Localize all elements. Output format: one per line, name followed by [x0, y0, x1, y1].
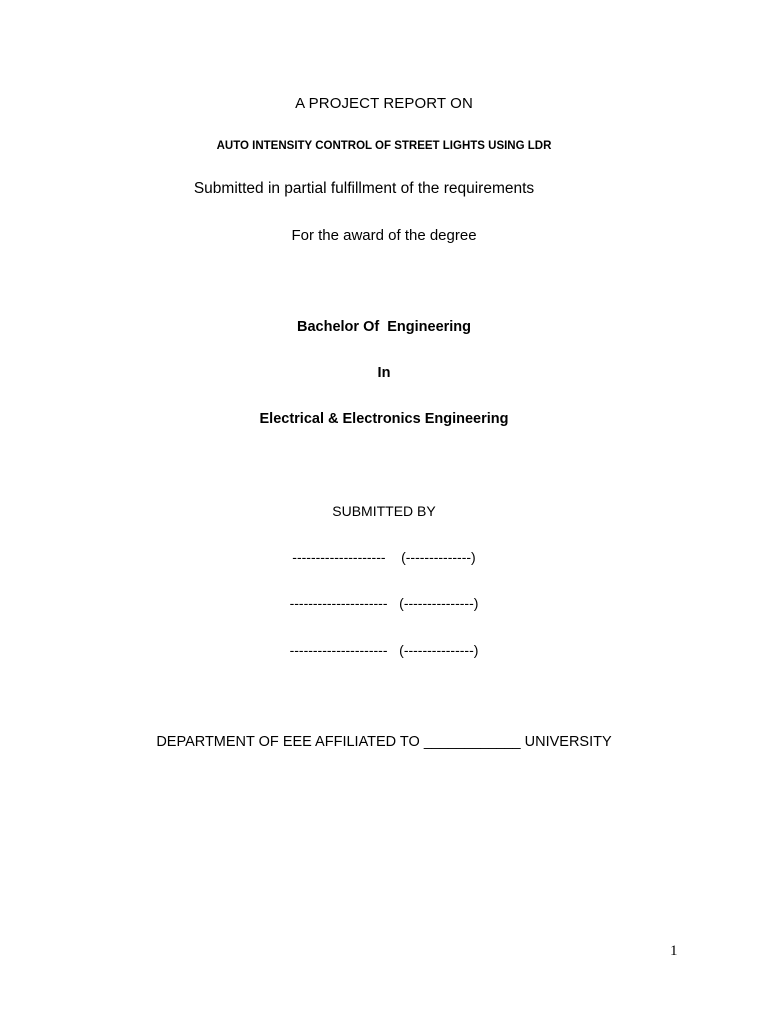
- project-title: AUTO INTENSITY CONTROL OF STREET LIGHTS USING LDR: [216, 140, 552, 152]
- member-line: --------------------- (---------------): [289, 595, 479, 611]
- submission-note: Submitted in partial fulfillment of the requirements: [193, 180, 535, 197]
- degree-name: Bachelor Of Engineering: [296, 319, 472, 335]
- department-line: DEPARTMENT OF EEE AFFILIATED TO ____________ UNIVERSITY: [156, 734, 612, 750]
- connector-text: In: [377, 365, 391, 381]
- branch-name: Electrical & Electronics Engineering: [259, 411, 509, 427]
- page-number: 1: [670, 943, 678, 959]
- member-line: -------------------- (--------------): [292, 549, 476, 565]
- award-note: For the award of the degree: [291, 227, 477, 244]
- report-heading: A PROJECT REPORT ON: [295, 95, 473, 112]
- member-line: --------------------- (---------------): [289, 642, 479, 658]
- submitted-by-label: SUBMITTED BY: [332, 503, 436, 519]
